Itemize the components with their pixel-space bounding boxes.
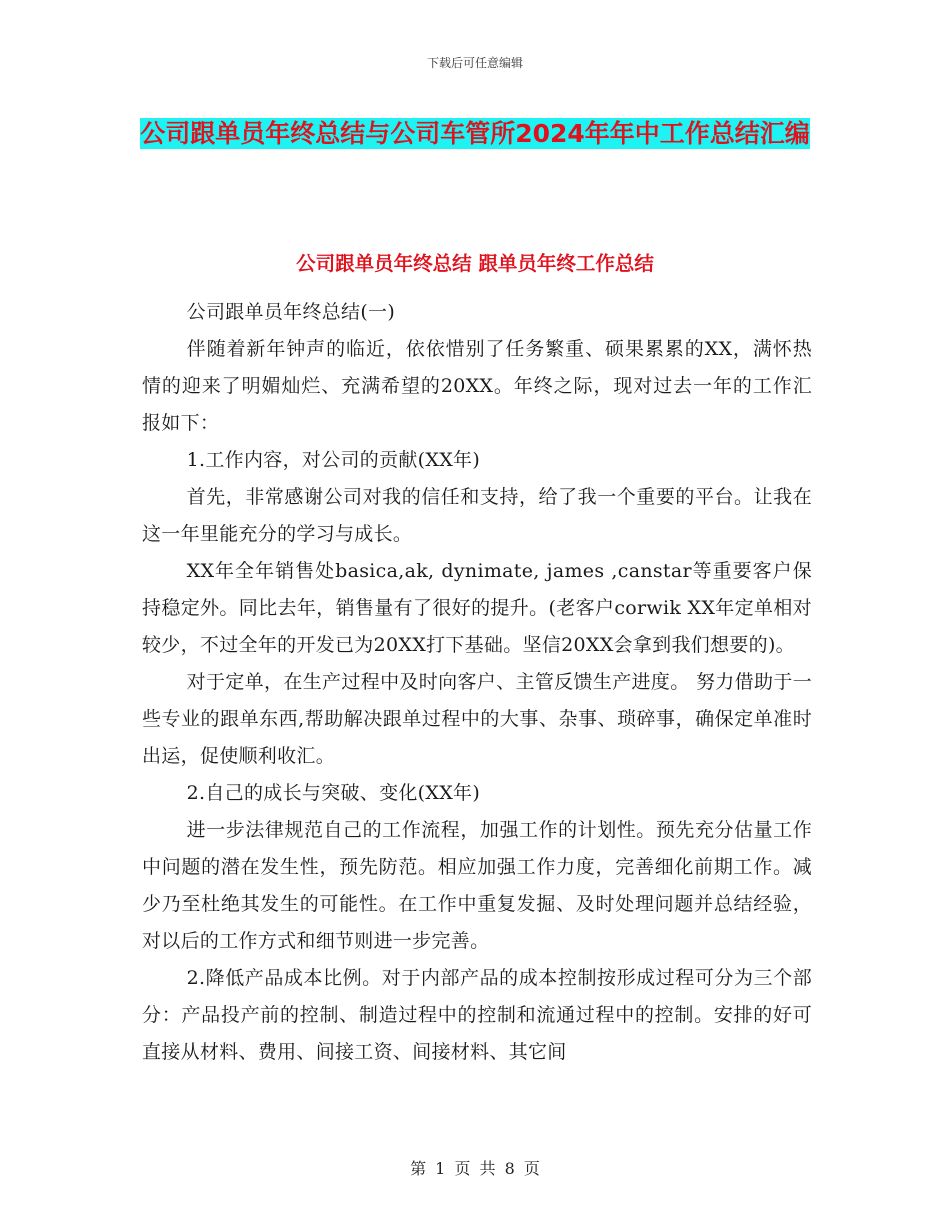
paragraph: 2.降低产品成本比例。对于内部产品的成本控制按形成过程可分为三个部分：产品投产前的控制、制造过程中的控制和流通过程中的控制。安排的好可直接从材料、费用、间接工资、间接材料、其它间 bbox=[142, 967, 812, 1063]
page-footer: 第 1 页 共 8 页 bbox=[410, 1159, 540, 1178]
section-heading: 公司跟单员年终总结 跟单员年终工作总结 bbox=[296, 252, 654, 275]
paragraph: 对于定单，在生产过程中及时向客户、主管反馈生产进度。 努力借助于一些专业的跟单东西,帮助解决跟单过程中的大事、杂事、琐碎事，确保定单准时出运，促使顺利收汇。 bbox=[142, 671, 812, 767]
document-body bbox=[142, 294, 812, 1071]
paragraph: 公司跟单员年终总结(一) bbox=[186, 301, 396, 323]
paragraph: 首先，非常感谢公司对我的信任和支持，给了我一个重要的平台。让我在这一年里能充分的学习与成长。 bbox=[142, 486, 812, 545]
paragraph: 2.自己的成长与突破、变化(XX年) bbox=[186, 782, 481, 804]
paragraph: 伴随着新年钟声的临近，依依惜别了任务繁重、硕果累累的XX，满怀热情的迎来了明媚灿烂、充满希望的20XX。年终之际，现对过去一年的工作汇报如下： bbox=[142, 338, 812, 434]
header-note: 下载后可任意编辑 bbox=[426, 56, 523, 70]
paragraph: 1.工作内容，对公司的贡献(XX年) bbox=[186, 449, 481, 471]
paragraph: 进一步法律规范自己的工作流程，加强工作的计划性。预先充分估量工作中问题的潜在发生性，预先防范。相应加强工作力度，完善细化前期工作。减少乃至杜绝其发生的可能性。在工作中重复发掘、及时处理问题并总结经验，对以后的工作方式和细节则进一步完善。 bbox=[142, 819, 812, 952]
title-highlight: 公司跟单员年终总结与公司车管所2024年年中工作总结汇编 bbox=[140, 119, 810, 148]
document-title bbox=[140, 110, 810, 157]
paragraph: XX年全年销售处basica,ak, dynimate, james ,canstar等重要客户保持稳定外。同比去年，销售量有了很好的提升。(老客户corwik XX年定单相对较少，不过全年的开发已为20XX打下基础。坚信20XX会拿到我们想要的)。 bbox=[142, 560, 812, 656]
